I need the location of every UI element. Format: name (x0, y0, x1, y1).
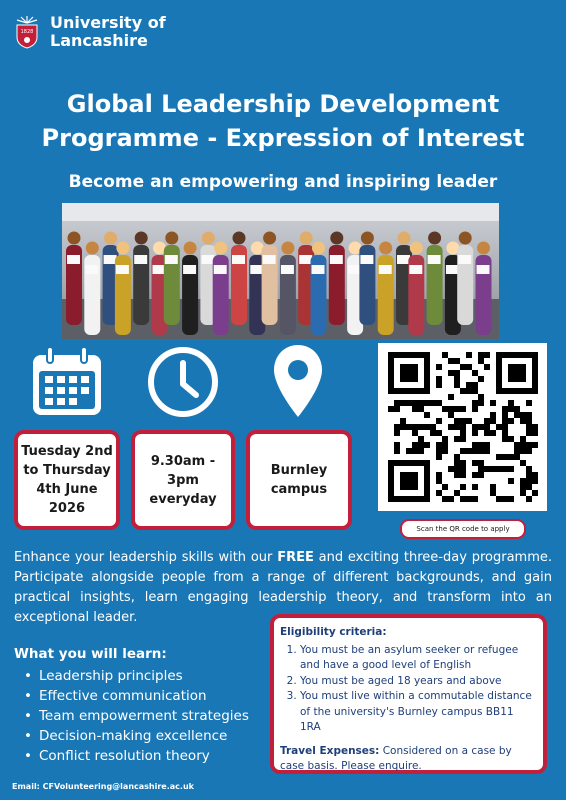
location-line-2: campus (270, 482, 328, 497)
date-line-1: Tuesday 2nd (21, 444, 113, 459)
time-line-1: 9.30am - 3pm (150, 453, 216, 488)
calendar-icon (30, 345, 104, 423)
time-line-2: everyday (149, 491, 217, 507)
clock-icon (146, 345, 220, 423)
list-item: • Team empowerment strategies (24, 706, 249, 726)
learn-list (24, 666, 249, 766)
date-line-2: to Thursday (23, 463, 111, 478)
travel-expenses: Travel Expenses: Considered on a case by case basis. Please enquire. (280, 744, 512, 772)
list-item: 3. You must live within a commutable distance of the university's Burnley campus BB11 1RA (300, 689, 537, 736)
location-line-1: Burnley (270, 463, 328, 478)
logo-line-2: Lancashire (50, 31, 148, 50)
scan-qr-label: Scan the QR code to apply (400, 519, 526, 539)
list-item: • Conflict resolution theory (24, 746, 249, 766)
page-title (0, 87, 566, 155)
location-card (246, 430, 352, 530)
list-item: • Effective communication (24, 686, 249, 706)
list-item: 1. You must be an asylum seeker or refugee and have a good level of English (300, 643, 537, 674)
intro-paragraph: Enhance your leadership skills with our FREE and exciting three-day programme. Participate alongside people from a range of different backgrounds, and gain practical insights, learn engaging leadership theory, and transform into an exceptional leader. (14, 550, 552, 625)
free-highlight: FREE (277, 550, 314, 565)
time-card (131, 430, 235, 530)
eligibility-list (280, 643, 537, 736)
crest-icon (12, 15, 42, 49)
university-logo (12, 14, 166, 50)
eligibility-heading: Eligibility criteria: (280, 626, 387, 638)
date-card (14, 430, 120, 530)
list-item: 2. You must be aged 18 years and above (300, 674, 537, 690)
subtitle: Become an empowering and inspiring leader (68, 172, 498, 192)
svg-text:1828: 1828 (20, 29, 34, 35)
qr-code[interactable] (378, 343, 547, 511)
title-line-2: Programme - Expression of Interest (41, 124, 525, 152)
contact-email[interactable]: Email: CFVolunteering@lancashire.ac.uk (12, 782, 194, 791)
list-item: • Decision-making excellence (24, 726, 249, 746)
logo-line-1: University of (50, 13, 166, 32)
title-line-1: Global Leadership Development (66, 90, 500, 118)
date-line-3: 4th June (36, 482, 98, 497)
group-photo (62, 203, 499, 339)
list-item: • Leadership principles (24, 666, 249, 686)
location-pin-icon (272, 343, 324, 423)
eligibility-box (270, 614, 547, 774)
learn-heading: What you will learn: (14, 646, 167, 662)
date-line-4: 2026 (48, 501, 86, 516)
